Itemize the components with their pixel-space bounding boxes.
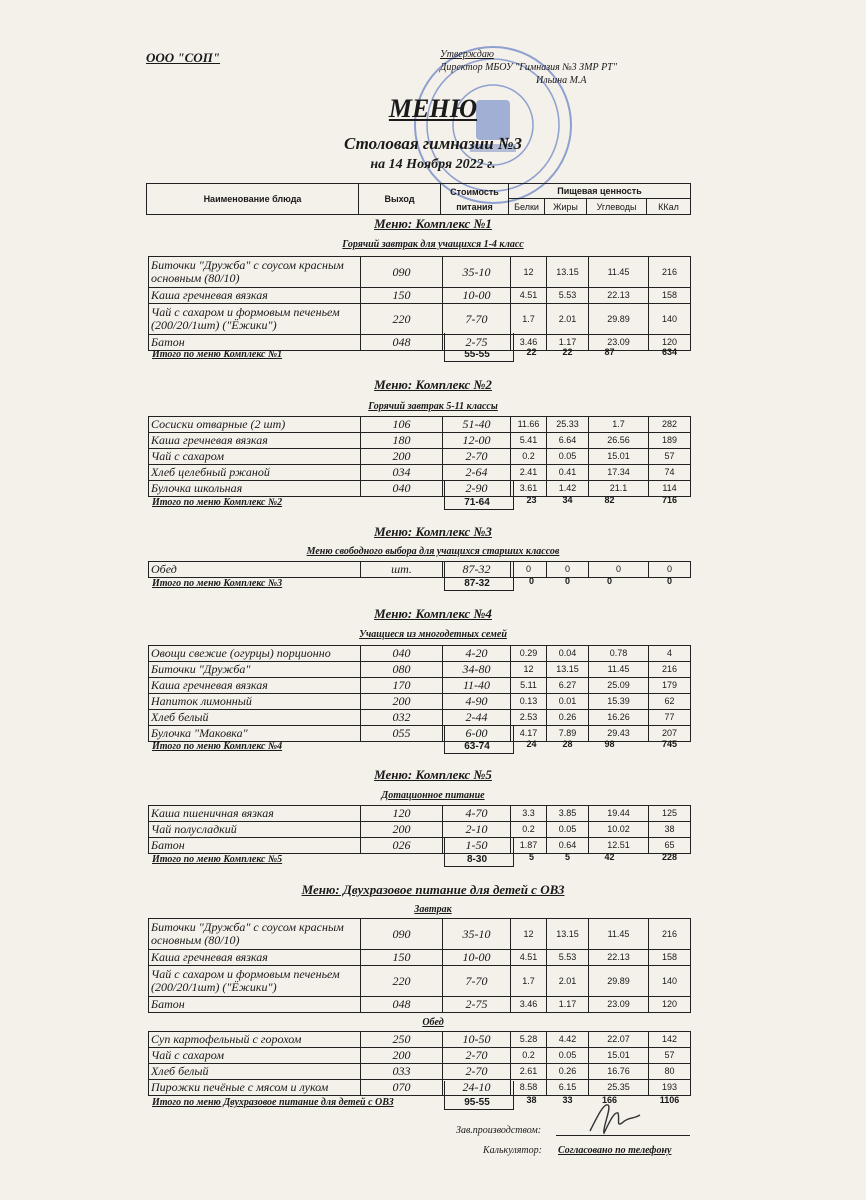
dish-kcal: 216 xyxy=(649,662,691,678)
dish-carbs: 22.13 xyxy=(589,950,649,966)
section-title-ovz: Меню: Двухразовое питание для детей с ОВЗ xyxy=(301,882,565,897)
dish-proteins: 4.17 xyxy=(511,726,547,742)
table-header xyxy=(146,183,691,215)
dish-carbs: 0.78 xyxy=(589,646,649,662)
dish-proteins: 11.66 xyxy=(511,417,547,433)
dish-price: 4-20 xyxy=(443,646,511,662)
total-row-complex-2 xyxy=(148,497,688,511)
dish-name: Каша пшеничная вязкая xyxy=(149,806,361,822)
dish-price: 2-70 xyxy=(443,1048,511,1064)
dish-yield: 048 xyxy=(361,997,443,1013)
section-title-complex-1: Меню: Комплекс №1 xyxy=(374,216,492,231)
dish-carbs: 29.89 xyxy=(589,304,649,335)
dish-name: Напиток лимонный xyxy=(149,694,361,710)
total-label: Итого по меню Комплекс №5 xyxy=(152,854,283,865)
dish-carbs: 15.39 xyxy=(589,694,649,710)
dish-price: 10-00 xyxy=(443,950,511,966)
dish-fats: 13.15 xyxy=(547,662,589,678)
dish-kcal: 216 xyxy=(649,919,691,950)
dish-carbs: 15.01 xyxy=(589,449,649,465)
menu-table-ovz-breakfast xyxy=(148,918,691,1013)
dish-name: Обед xyxy=(149,562,361,578)
dish-name: Каша гречневая вязкая xyxy=(149,678,361,694)
total-label: Итого по меню Комплекс №1 xyxy=(152,349,283,360)
total-kcal: 0 xyxy=(666,576,672,586)
dish-fats: 5.53 xyxy=(547,288,589,304)
table-row xyxy=(149,465,691,481)
dish-proteins: 12 xyxy=(511,257,547,288)
dish-yield: 090 xyxy=(361,919,443,950)
dish-name: Хлеб белый xyxy=(149,1064,361,1080)
total-row-complex-4 xyxy=(148,741,688,755)
dish-fats: 1.17 xyxy=(547,997,589,1013)
dish-kcal: 0 xyxy=(649,562,691,578)
dish-yield: 180 xyxy=(361,433,443,449)
total-fats: 28 xyxy=(562,739,573,749)
dish-kcal: 140 xyxy=(649,966,691,997)
dish-yield: 070 xyxy=(361,1080,443,1096)
dish-fats: 0.26 xyxy=(547,710,589,726)
table-row xyxy=(149,919,691,950)
dish-kcal: 65 xyxy=(649,838,691,854)
dish-yield: 200 xyxy=(361,822,443,838)
dish-fats: 1.17 xyxy=(547,335,589,351)
table-row xyxy=(149,806,691,822)
menu-table-complex-4 xyxy=(148,645,691,742)
dish-fats: 2.01 xyxy=(547,966,589,997)
dish-price: 7-70 xyxy=(443,304,511,335)
total-carbs: 87 xyxy=(604,347,615,357)
dish-price: 24-10 xyxy=(443,1080,511,1096)
dish-yield: 055 xyxy=(361,726,443,742)
dish-carbs: 29.89 xyxy=(589,966,649,997)
section-subtitle-breakfast: Завтрак xyxy=(414,904,452,915)
dish-yield: 040 xyxy=(361,481,443,497)
dish-carbs: 16.76 xyxy=(589,1064,649,1080)
dish-kcal: 77 xyxy=(649,710,691,726)
table-row xyxy=(149,662,691,678)
total-price: 71-64 xyxy=(464,497,490,508)
dish-kcal: 216 xyxy=(649,257,691,288)
table-row xyxy=(149,966,691,997)
total-carbs: 0 xyxy=(606,576,612,586)
header-price-2: питания xyxy=(441,199,509,214)
dish-carbs: 22.07 xyxy=(589,1032,649,1048)
total-label: Итого по меню Двухразовое питание для детей с ОВЗ xyxy=(152,1097,394,1108)
dish-proteins: 3.61 xyxy=(511,481,547,497)
dish-fats: 0.26 xyxy=(547,1064,589,1080)
dish-kcal: 114 xyxy=(649,481,691,497)
dish-proteins: 1.7 xyxy=(511,304,547,335)
total-fats: 5 xyxy=(564,852,570,862)
dish-kcal: 120 xyxy=(649,997,691,1013)
dish-price: 2-70 xyxy=(443,1064,511,1080)
dish-proteins: 5.11 xyxy=(511,678,547,694)
total-carbs: 166 xyxy=(601,1095,618,1105)
dish-carbs: 16.26 xyxy=(589,710,649,726)
section-title-complex-2: Меню: Комплекс №2 xyxy=(374,377,492,392)
dish-kcal: 74 xyxy=(649,465,691,481)
dish-proteins: 12 xyxy=(511,662,547,678)
dish-proteins: 5.28 xyxy=(511,1032,547,1048)
dish-fats: 0.05 xyxy=(547,822,589,838)
dish-proteins: 5.41 xyxy=(511,433,547,449)
dish-price: 35-10 xyxy=(443,257,511,288)
dish-proteins: 3.46 xyxy=(511,335,547,351)
dish-name: Хлеб целебный ржаной xyxy=(149,465,361,481)
dish-carbs: 23.09 xyxy=(589,335,649,351)
dish-yield: 150 xyxy=(361,950,443,966)
total-label: Итого по меню Комплекс №3 xyxy=(152,578,283,589)
total-row-complex-5 xyxy=(148,854,688,868)
dish-kcal: 282 xyxy=(649,417,691,433)
calculator-label: Калькулятор: xyxy=(483,1145,542,1156)
dish-fats: 13.15 xyxy=(547,919,589,950)
dish-yield: 220 xyxy=(361,966,443,997)
section-subtitle-complex-4: Учащиеся из многодетных семей xyxy=(359,629,507,640)
total-kcal: 228 xyxy=(661,852,678,862)
dish-fats: 4.42 xyxy=(547,1032,589,1048)
dish-carbs: 11.45 xyxy=(589,662,649,678)
dish-price: 51-40 xyxy=(443,417,511,433)
dish-yield: 200 xyxy=(361,449,443,465)
dish-carbs: 21.1 xyxy=(589,481,649,497)
table-row xyxy=(149,646,691,662)
dish-price: 7-70 xyxy=(443,966,511,997)
dish-price: 11-40 xyxy=(443,678,511,694)
dish-name: Хлеб белый xyxy=(149,710,361,726)
total-price: 8-30 xyxy=(466,854,487,865)
dish-price: 2-75 xyxy=(443,335,511,351)
dish-name: Батон xyxy=(149,838,361,854)
table-row xyxy=(149,822,691,838)
dish-kcal: 179 xyxy=(649,678,691,694)
dish-name: Суп картофельный с горохом xyxy=(149,1032,361,1048)
dish-kcal: 57 xyxy=(649,1048,691,1064)
section-subtitle-lunch: Обед xyxy=(422,1017,444,1028)
total-label: Итого по меню Комплекс №2 xyxy=(152,497,283,508)
dish-name: Чай с сахаром и формовым печеньем (200/20/1шт) ("Ёжики") xyxy=(149,966,361,997)
dish-carbs: 19.44 xyxy=(589,806,649,822)
dish-proteins: 0 xyxy=(511,562,547,578)
total-kcal: 716 xyxy=(661,495,678,505)
total-fats: 34 xyxy=(562,495,573,505)
header-fats: Жиры xyxy=(545,199,587,214)
total-price: 95-55 xyxy=(464,1097,490,1108)
header-price-1: Стоимость xyxy=(441,184,509,199)
dish-fats: 1.42 xyxy=(547,481,589,497)
approval-block xyxy=(440,48,617,87)
dish-name: Батон xyxy=(149,997,361,1013)
total-kcal: 1106 xyxy=(659,1095,680,1105)
dish-yield: 200 xyxy=(361,694,443,710)
dish-yield: 032 xyxy=(361,710,443,726)
dish-yield: 033 xyxy=(361,1064,443,1080)
dish-proteins: 0.2 xyxy=(511,822,547,838)
agreed-by-phone: Согласовано по телефону xyxy=(558,1145,672,1156)
dish-carbs: 11.45 xyxy=(589,257,649,288)
dish-kcal: 38 xyxy=(649,822,691,838)
dish-kcal: 193 xyxy=(649,1080,691,1096)
total-price: 87-32 xyxy=(464,578,490,589)
total-proteins: 0 xyxy=(528,576,534,586)
section-title-complex-5: Меню: Комплекс №5 xyxy=(374,767,492,782)
approved-label: Утверждаю xyxy=(440,49,494,60)
table-row xyxy=(149,288,691,304)
table-row xyxy=(149,1080,691,1096)
dish-carbs: 17.34 xyxy=(589,465,649,481)
dish-price: 34-80 xyxy=(443,662,511,678)
director-name: Ильина М.А xyxy=(536,75,587,86)
dish-price: 10-00 xyxy=(443,288,511,304)
dish-carbs: 15.01 xyxy=(589,1048,649,1064)
total-carbs: 42 xyxy=(604,852,615,862)
dish-kcal: 189 xyxy=(649,433,691,449)
dish-yield: 048 xyxy=(361,335,443,351)
dish-fats: 0.64 xyxy=(547,838,589,854)
dish-fats: 0 xyxy=(547,562,589,578)
total-price: 63-74 xyxy=(464,741,490,752)
dish-yield: 026 xyxy=(361,838,443,854)
table-row xyxy=(149,694,691,710)
dish-name: Каша гречневая вязкая xyxy=(149,433,361,449)
dish-price: 35-10 xyxy=(443,919,511,950)
dish-fats: 5.53 xyxy=(547,950,589,966)
total-proteins: 38 xyxy=(526,1095,537,1105)
dish-fats: 0.41 xyxy=(547,465,589,481)
dish-proteins: 3.3 xyxy=(511,806,547,822)
section-subtitle-complex-2: Горячий завтрак 5-11 классы xyxy=(368,401,498,412)
dish-price: 87-32 xyxy=(443,562,511,578)
dish-fats: 6.64 xyxy=(547,433,589,449)
dish-name: Биточки "Дружба" xyxy=(149,662,361,678)
section-subtitle-complex-3: Меню свободного выбора для учащихся старших классов xyxy=(306,546,560,557)
total-row-complex-3 xyxy=(148,578,688,592)
dish-price: 10-50 xyxy=(443,1032,511,1048)
header-proteins: Белки xyxy=(509,199,545,214)
dish-carbs: 12.51 xyxy=(589,838,649,854)
total-kcal: 634 xyxy=(661,347,678,357)
menu-table-complex-2 xyxy=(148,416,691,497)
dish-kcal: 158 xyxy=(649,950,691,966)
total-proteins: 5 xyxy=(528,852,534,862)
dish-kcal: 140 xyxy=(649,304,691,335)
header-kcal: ККал xyxy=(658,201,679,212)
dish-fats: 0.01 xyxy=(547,694,589,710)
table-row xyxy=(149,950,691,966)
dish-carbs: 26.56 xyxy=(589,433,649,449)
menu-date: на 14 Ноября 2022 г. xyxy=(370,157,496,172)
production-manager-label: Зав.производством: xyxy=(456,1125,542,1136)
dish-proteins: 0.2 xyxy=(511,449,547,465)
dish-yield: 034 xyxy=(361,465,443,481)
page-title: МЕНЮ xyxy=(388,94,478,123)
dish-yield: 220 xyxy=(361,304,443,335)
table-row xyxy=(149,433,691,449)
dish-yield: шт. xyxy=(361,562,443,578)
dish-fats: 13.15 xyxy=(547,257,589,288)
dish-kcal: 80 xyxy=(649,1064,691,1080)
dish-price: 2-90 xyxy=(443,481,511,497)
dish-proteins: 4.51 xyxy=(511,950,547,966)
total-carbs: 82 xyxy=(604,495,615,505)
table-row xyxy=(149,678,691,694)
dish-carbs: 0 xyxy=(589,562,649,578)
dish-carbs: 22.13 xyxy=(589,288,649,304)
organization-name: ООО "СОП" xyxy=(146,50,221,65)
dish-carbs: 23.09 xyxy=(589,997,649,1013)
table-row xyxy=(149,997,691,1013)
dish-proteins: 3.46 xyxy=(511,997,547,1013)
total-proteins: 24 xyxy=(526,739,537,749)
dish-proteins: 0.13 xyxy=(511,694,547,710)
dish-price: 12-00 xyxy=(443,433,511,449)
dish-proteins: 0.2 xyxy=(511,1048,547,1064)
dish-name: Сосиски отварные (2 шт) xyxy=(149,417,361,433)
dish-kcal: 207 xyxy=(649,726,691,742)
menu-table-complex-1 xyxy=(148,256,691,351)
dish-name: Каша гречневая вязкая xyxy=(149,288,361,304)
dish-proteins: 8.58 xyxy=(511,1080,547,1096)
dish-proteins: 12 xyxy=(511,919,547,950)
dish-name: Каша гречневая вязкая xyxy=(149,950,361,966)
header-carbs: Углеводы xyxy=(587,199,647,214)
dish-fats: 0.05 xyxy=(547,1048,589,1064)
dish-name: Чай с сахаром и формовым печеньем (200/20/1шт) ("Ёжики") xyxy=(149,304,361,335)
dish-fats: 6.27 xyxy=(547,678,589,694)
dish-price: 2-10 xyxy=(443,822,511,838)
dish-name: Овощи свежие (огурцы) порционно xyxy=(149,646,361,662)
dish-price: 4-90 xyxy=(443,694,511,710)
section-subtitle-complex-5: Дотационное питание xyxy=(381,790,485,801)
dish-price: 4-70 xyxy=(443,806,511,822)
dish-name: Булочка школьная xyxy=(149,481,361,497)
total-carbs: 98 xyxy=(604,739,615,749)
table-row xyxy=(149,449,691,465)
table-row xyxy=(149,257,691,288)
dish-kcal: 158 xyxy=(649,288,691,304)
dish-name: Батон xyxy=(149,335,361,351)
signature-mark xyxy=(584,1095,644,1141)
dish-proteins: 1.87 xyxy=(511,838,547,854)
dish-price: 2-64 xyxy=(443,465,511,481)
dish-kcal: 57 xyxy=(649,449,691,465)
dish-carbs: 11.45 xyxy=(589,919,649,950)
dish-name: Биточки "Дружба" с соусом красным основным (80/10) xyxy=(149,919,361,950)
dish-proteins: 2.41 xyxy=(511,465,547,481)
total-fats: 0 xyxy=(564,576,570,586)
menu-table-complex-5 xyxy=(148,805,691,854)
section-title-complex-3: Меню: Комплекс №3 xyxy=(374,524,492,539)
dish-yield: 040 xyxy=(361,646,443,662)
dish-kcal: 4 xyxy=(649,646,691,662)
dish-price: 1-50 xyxy=(443,838,511,854)
dish-price: 6-00 xyxy=(443,726,511,742)
dish-price: 2-70 xyxy=(443,449,511,465)
dish-name: Чай с сахаром xyxy=(149,1048,361,1064)
dish-fats: 7.89 xyxy=(547,726,589,742)
header-nutrition: Пищевая ценность xyxy=(509,184,690,199)
total-proteins: 23 xyxy=(526,495,537,505)
header-dish-name: Наименование блюда xyxy=(147,184,359,214)
dish-price: 2-75 xyxy=(443,997,511,1013)
dish-proteins: 1.7 xyxy=(511,966,547,997)
dish-name: Пирожки печёные с мясом и луком xyxy=(149,1080,361,1096)
dish-proteins: 2.61 xyxy=(511,1064,547,1080)
dish-proteins: 2.53 xyxy=(511,710,547,726)
table-row xyxy=(149,304,691,335)
total-label: Итого по меню Комплекс №4 xyxy=(152,741,283,752)
dish-yield: 150 xyxy=(361,288,443,304)
total-price: 55-55 xyxy=(464,349,490,360)
table-row xyxy=(149,1064,691,1080)
dish-name: Чай полусладкий xyxy=(149,822,361,838)
dish-carbs: 1.7 xyxy=(589,417,649,433)
dish-proteins: 0.29 xyxy=(511,646,547,662)
total-proteins: 22 xyxy=(526,347,537,357)
director-title: Директор МБОУ "Гимназия №3 ЗМР РТ" xyxy=(440,62,617,73)
dish-carbs: 29.43 xyxy=(589,726,649,742)
dish-fats: 0.05 xyxy=(547,449,589,465)
page-subtitle: Столовая гимназии №3 xyxy=(343,134,523,153)
menu-table-ovz-lunch xyxy=(148,1031,691,1096)
dish-fats: 2.01 xyxy=(547,304,589,335)
total-kcal: 745 xyxy=(661,739,678,749)
dish-kcal: 142 xyxy=(649,1032,691,1048)
dish-carbs: 25.35 xyxy=(589,1080,649,1096)
dish-yield: 200 xyxy=(361,1048,443,1064)
dish-yield: 106 xyxy=(361,417,443,433)
section-title-complex-4: Меню: Комплекс №4 xyxy=(374,606,492,621)
dish-yield: 120 xyxy=(361,806,443,822)
dish-name: Чай с сахаром xyxy=(149,449,361,465)
dish-yield: 090 xyxy=(361,257,443,288)
section-subtitle-complex-1: Горячий завтрак для учащихся 1-4 класс xyxy=(342,239,524,250)
dish-proteins: 4.51 xyxy=(511,288,547,304)
dish-fats: 0.04 xyxy=(547,646,589,662)
dish-kcal: 120 xyxy=(649,335,691,351)
table-row xyxy=(149,417,691,433)
total-fats: 22 xyxy=(562,347,573,357)
dish-kcal: 62 xyxy=(649,694,691,710)
dish-price: 2-44 xyxy=(443,710,511,726)
total-row-complex-1 xyxy=(148,349,688,363)
dish-carbs: 10.02 xyxy=(589,822,649,838)
dish-carbs: 25.09 xyxy=(589,678,649,694)
dish-yield: 250 xyxy=(361,1032,443,1048)
dish-name: Булочка "Маковка" xyxy=(149,726,361,742)
header-yield: Выход xyxy=(359,184,441,214)
dish-kcal: 125 xyxy=(649,806,691,822)
table-row xyxy=(149,1032,691,1048)
dish-yield: 170 xyxy=(361,678,443,694)
total-fats: 33 xyxy=(562,1095,573,1105)
dish-fats: 25.33 xyxy=(547,417,589,433)
table-row xyxy=(149,710,691,726)
dish-name: Биточки "Дружба" с соусом красным основным (80/10) xyxy=(149,257,361,288)
dish-yield: 080 xyxy=(361,662,443,678)
table-row xyxy=(149,1048,691,1064)
dish-fats: 6.15 xyxy=(547,1080,589,1096)
dish-fats: 3.85 xyxy=(547,806,589,822)
